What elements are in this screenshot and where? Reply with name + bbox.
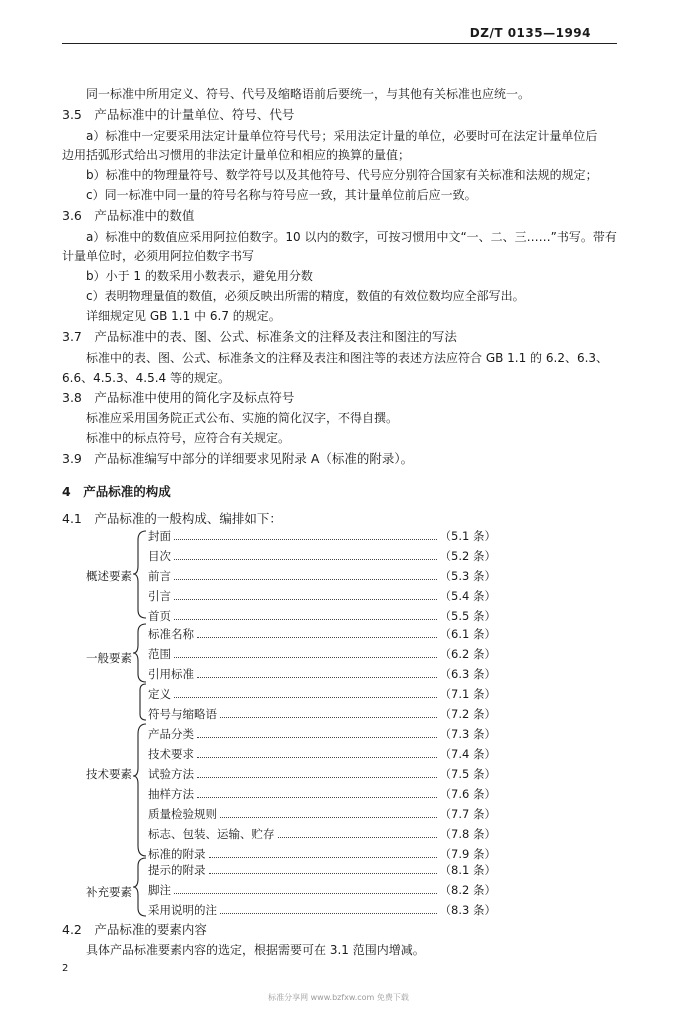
brace-general: [133, 624, 146, 682]
item-ref: （7.8 条）: [439, 827, 496, 841]
item-ref: （5.1 条）: [439, 529, 496, 543]
item-name: 提示的附录: [148, 863, 206, 877]
list-item: [148, 902, 496, 918]
list-item: [148, 766, 496, 782]
item-name: 采用说明的注: [148, 903, 217, 917]
list-item: [148, 588, 496, 604]
dot-leader: [209, 866, 437, 874]
item-name: 首页: [148, 609, 171, 623]
section-heading-4-1: 4.1 产品标准的一般构成、编排如下：: [62, 511, 282, 526]
paragraph-3-7-cont: 6.6、4.5.3、4.5.4 等的规定。: [62, 371, 230, 385]
dot-leader: [174, 612, 437, 620]
dot-leader: [278, 830, 437, 838]
list-item: [148, 686, 496, 702]
item-name: 标准名称: [148, 627, 194, 641]
list-item: [148, 666, 496, 682]
item-name: 产品分类: [148, 727, 194, 741]
group-label-overview: 概述要素: [86, 569, 132, 583]
item-name: 引用标准: [148, 667, 194, 681]
item-ref: （5.2 条）: [439, 549, 496, 563]
item-name: 目次: [148, 549, 171, 563]
section-heading-3-9: 3.9 产品标准编写中部分的详细要求见附录 A（标准的附录）。: [62, 451, 414, 466]
item-ref: （7.3 条）: [439, 727, 496, 741]
dot-leader: [197, 770, 437, 778]
dot-leader: [197, 790, 437, 798]
brace-lines: [128, 528, 150, 928]
list-item: [148, 726, 496, 742]
list-item-3-6-b: b）小于 1 的数采用小数表示，避免用分数: [86, 269, 313, 283]
list-item: [148, 608, 496, 624]
list-item: [148, 568, 496, 584]
item-ref: （6.2 条）: [439, 647, 496, 661]
paragraph-4-2: 具体产品标准要素内容的选定，根据需要可在 3.1 范围内增减。: [86, 943, 425, 957]
dot-leader: [209, 850, 437, 858]
list-item: [148, 786, 496, 802]
paragraph-3-7: 标准中的表、图、公式、标准条文的注释及表注和图注等的表述方法应符合 GB 1.1 的 6.2、6.3、: [86, 351, 609, 365]
list-item-3-6-a: a）标准中的数值应采用阿拉伯数字。10 以内的数字，可按习惯用中文“一、二、三……”书写。带有: [86, 230, 617, 244]
list-item: [148, 882, 496, 898]
item-ref: （8.2 条）: [439, 883, 496, 897]
item-name: 标准的附录: [148, 847, 206, 861]
list-item-3-5-c: c）同一标准中同一量的符号名称与符号应一致，其计量单位前后应一致。: [86, 188, 477, 202]
paragraph-3-8-b: 标准中的标点符号，应符合有关规定。: [86, 431, 291, 445]
dot-leader: [220, 906, 437, 914]
item-name: 质量检验规则: [148, 807, 217, 821]
list-item: [148, 706, 496, 722]
dot-leader: [197, 730, 437, 738]
item-ref: （6.1 条）: [439, 627, 496, 641]
dot-leader: [197, 750, 437, 758]
item-ref: （7.4 条）: [439, 747, 496, 761]
page-number: 2: [62, 963, 69, 974]
dot-leader: [174, 532, 437, 540]
list-item-3-5-a-cont: 边用括弧形式给出习惯用的非法定计量单位和相应的换算的量值；: [62, 148, 411, 162]
list-item: [148, 528, 496, 544]
dot-leader: [197, 670, 437, 678]
item-ref: （7.2 条）: [439, 707, 496, 721]
item-name: 标志、包装、运输、贮存: [148, 827, 275, 841]
item-ref: （5.5 条）: [439, 609, 496, 623]
group-label-technical: 技术要素: [86, 767, 132, 781]
dot-leader: [174, 886, 437, 894]
item-ref: （8.1 条）: [439, 863, 496, 877]
item-name: 脚注: [148, 883, 171, 897]
list-item-3-6-c: c）表明物理量值的数值，必须反映出所需的精度，数值的有效位数均应全部写出。: [86, 289, 525, 303]
section-heading-4-2: 4.2 产品标准的要素内容: [62, 922, 207, 937]
item-ref: （8.3 条）: [439, 903, 496, 917]
brace-definitions: [140, 684, 146, 720]
list-item: [148, 646, 496, 662]
list-item: [148, 862, 496, 878]
paragraph-3-6-detail: 详细规定见 GB 1.1 中 6.7 的规定。: [86, 309, 281, 323]
brace-overview: [133, 531, 146, 618]
header-rule: [62, 43, 617, 44]
dot-leader: [220, 810, 437, 818]
list-item: [148, 846, 496, 862]
brace-supplementary: [133, 858, 146, 916]
list-item: [148, 548, 496, 564]
dot-leader: [197, 630, 437, 638]
dot-leader: [174, 690, 437, 698]
item-ref: （7.5 条）: [439, 767, 496, 781]
chapter-heading-4: 4 产品标准的构成: [62, 484, 171, 499]
dot-leader: [174, 592, 437, 600]
dot-leader: [174, 552, 437, 560]
paragraph-continuation: 同一标准中所用定义、符号、代号及缩略语前后要统一，与其他有关标准也应统一。: [86, 87, 531, 101]
brace-technical: [133, 724, 146, 856]
item-name: 前言: [148, 569, 171, 583]
list-item: [148, 826, 496, 842]
item-name: 符号与缩略语: [148, 707, 217, 721]
list-item-3-6-a-cont: 计量单位时，必须用阿拉伯数字书写: [62, 249, 255, 263]
item-ref: （7.1 条）: [439, 687, 496, 701]
section-heading-3-8: 3.8 产品标准中使用的简化字及标点符号: [62, 390, 295, 405]
section-heading-3-6: 3.6 产品标准中的数值: [62, 208, 195, 223]
list-item: [148, 806, 496, 822]
paragraph-3-8-a: 标准应采用国务院正式公布、实施的简化汉字，不得自撰。: [86, 411, 399, 425]
item-name: 封面: [148, 529, 171, 543]
item-ref: （7.9 条）: [439, 847, 496, 861]
group-label-general: 一般要素: [86, 651, 132, 665]
item-ref: （7.7 条）: [439, 807, 496, 821]
dot-leader: [220, 710, 437, 718]
item-name: 范围: [148, 647, 171, 661]
item-name: 抽样方法: [148, 787, 194, 801]
item-name: 引言: [148, 589, 171, 603]
item-name: 定义: [148, 687, 171, 701]
item-name: 试验方法: [148, 767, 194, 781]
item-ref: （5.3 条）: [439, 569, 496, 583]
list-item-3-5-a: a）标准中一定要采用法定计量单位符号代号；采用法定计量的单位，必要时可在法定计量单位后: [86, 129, 598, 143]
item-ref: （7.6 条）: [439, 787, 496, 801]
item-ref: （6.3 条）: [439, 667, 496, 681]
list-item-3-5-b: b）标准中的物理量符号、数学符号以及其他符号、代号应分别符合国家有关标准和法规的规定；: [86, 168, 598, 182]
group-label-supplementary: 补充要素: [86, 885, 132, 899]
list-item: [148, 626, 496, 642]
list-item: [148, 746, 496, 762]
item-name: 技术要求: [148, 747, 194, 761]
document-id: DZ/T 0135—1994: [469, 26, 591, 40]
section-heading-3-7: 3.7 产品标准中的表、图、公式、标准条文的注释及表注和图注的写法: [62, 329, 457, 344]
dot-leader: [174, 650, 437, 658]
item-ref: （5.4 条）: [439, 589, 496, 603]
watermark-text: 标准分享网 www.bzfxw.com 免费下载: [268, 993, 409, 1002]
dot-leader: [174, 572, 437, 580]
section-heading-3-5: 3.5 产品标准中的计量单位、符号、代号: [62, 107, 295, 122]
